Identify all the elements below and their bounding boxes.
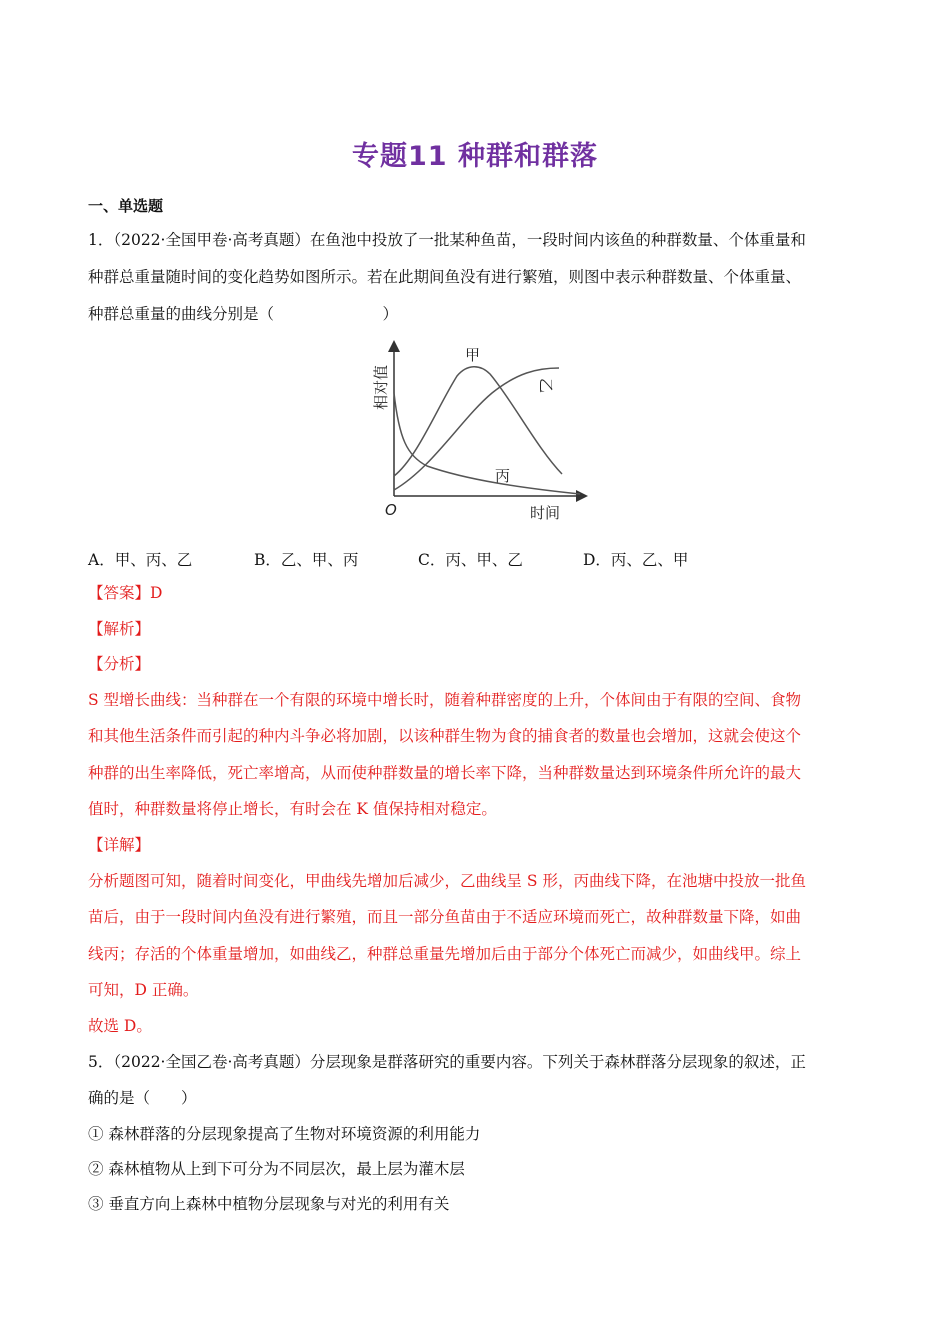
curve-jia: [394, 367, 562, 476]
q1-stem-line-1: 1．（2022·全国甲卷·高考真题）在鱼池中投放了一批某种鱼苗，一段时间内该鱼的种群数量、个体重量和: [88, 231, 806, 249]
xiangjie-line-3: 线丙；存活的个体重量增加，如曲线乙，种群总重量先增加后由于部分个体死亡而减少，如曲线甲。综上: [88, 945, 802, 963]
xiangjie-label: 【详解】: [88, 836, 151, 854]
xiangjie-line-1: 分析题图可知，随着时间变化，甲曲线先增加后减少，乙曲线呈 S 形，丙曲线下降，在池塘中投放一批鱼: [88, 872, 806, 890]
curve-yi: [394, 368, 559, 490]
option-b[interactable]: B．乙、甲、丙: [254, 551, 359, 569]
option-a[interactable]: A．甲、丙、乙: [88, 551, 193, 569]
xiangjie-line-2: 苗后，由于一段时间内鱼没有进行繁殖，而且一部分鱼苗由于不适应环境而死亡，故种群数量下降，如曲: [88, 908, 802, 926]
section-heading: 一、单选题: [88, 197, 164, 215]
answer-value: D: [150, 584, 163, 602]
origin-label: O: [385, 501, 397, 519]
q5-item-2: ② 森林植物从上到下可分为不同层次，最上层为灌木层: [88, 1160, 465, 1178]
curve-bing: [394, 393, 580, 494]
fenxi-line-1: S 型增长曲线：当种群在一个有限的环境中增长时，随着种群密度的上升，个体间由于有限的空间、食物: [88, 691, 802, 709]
q1-stem-line-3: 种群总重量的曲线分别是（ ）: [88, 305, 399, 323]
fenxi-line-2: 和其他生活条件而引起的种内斗争必将加剧，以该种群生物为食的捕食者的数量也会增加，这就会使这个: [88, 727, 802, 745]
label-yi: 乙: [537, 378, 555, 394]
q1-stem-line-2: 种群总重量随时间的变化趋势如图所示。若在此期间鱼没有进行繁殖，则图中表示种群数量、个体重量、: [88, 268, 802, 286]
answer-line: [88, 583, 863, 603]
option-c[interactable]: C．丙、甲、乙: [418, 551, 523, 569]
population-curve-chart: [362, 338, 592, 528]
answer-label: 【答案】: [88, 584, 151, 602]
page-title: 专题11 种群和群落: [352, 141, 598, 172]
jiexi-label: 【解析】: [88, 620, 151, 638]
xiangjie-line-5: 故选 D。: [88, 1017, 152, 1035]
q5-stem-line-2: 确的是（ ）: [88, 1089, 197, 1107]
option-d[interactable]: D．丙、乙、甲: [583, 551, 689, 569]
fenxi-line-4: 值时，种群数量将停止增长，有时会在 K 值保持相对稳定。: [88, 800, 497, 818]
fenxi-label: 【分析】: [88, 655, 151, 673]
label-jia: 甲: [465, 346, 481, 364]
x-axis-label: 时间: [530, 504, 561, 522]
y-axis-label: 相对值: [372, 364, 390, 410]
label-bing: 丙: [495, 467, 511, 485]
xiangjie-line-4: 可知，D 正确。: [88, 981, 199, 999]
q5-item-1: ① 森林群落的分层现象提高了生物对环境资源的利用能力: [88, 1125, 481, 1143]
q5-stem-line-1: 5．（2022·全国乙卷·高考真题）分层现象是群落研究的重要内容。下列关于森林群落分层现象的叙述，正: [88, 1053, 806, 1071]
q5-item-3: ③ 垂直方向上森林中植物分层现象与对光的利用有关: [88, 1195, 450, 1213]
fenxi-line-3: 种群的出生率降低，死亡率增高，从而使种群数量的增长率下降，当种群数量达到环境条件所允许的最大: [88, 764, 802, 782]
